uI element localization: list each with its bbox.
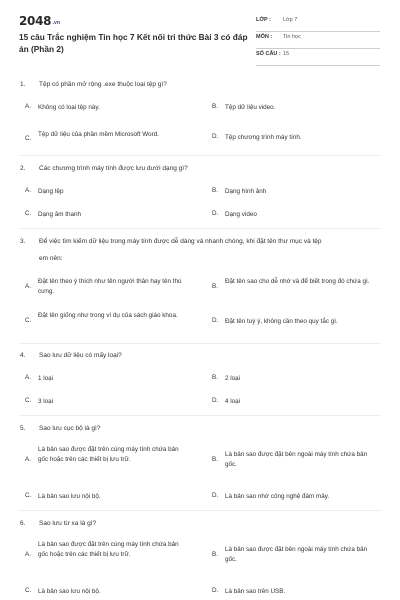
question-text: Sao lưu cục bộ là gì? [39, 425, 101, 432]
question-text: Sao lưu từ xa là gì? [39, 520, 97, 527]
option-letter: B. [212, 456, 218, 463]
divider [19, 510, 381, 511]
divider [19, 228, 381, 229]
divider [19, 343, 381, 344]
option-letter: C. [25, 397, 32, 404]
option-letter: C. [25, 135, 32, 142]
logo-text: 2048 [19, 14, 52, 28]
meta-value: Lớp 7 [283, 17, 298, 23]
question-number: 6. [20, 520, 26, 527]
option-text: 4 loại [225, 398, 241, 405]
option-text: 2 loại [225, 375, 241, 382]
option-letter: B. [212, 374, 218, 381]
page-header [0, 0, 400, 62]
question-3 [0, 233, 400, 341]
logo-suffix: .vn [52, 20, 61, 26]
option-letter: D. [212, 587, 219, 594]
question-6 [0, 515, 400, 600]
option-letter: A. [25, 374, 31, 381]
question-number: 4. [20, 352, 26, 359]
option-letter: A. [25, 551, 31, 558]
question-number: 1. [20, 81, 26, 88]
option-letter: D. [212, 397, 219, 404]
meta-label: SỐ CÂU : [256, 51, 281, 57]
question-5 [0, 420, 400, 510]
option-letter: C. [25, 492, 32, 499]
question-number: 3. [20, 238, 26, 245]
option-text: Dạng video [225, 211, 257, 218]
option-text: Dạng âm thanh [38, 211, 82, 218]
option-text: Là bản sao lưu nội bộ. [38, 588, 101, 595]
option-text: Là bản sao được đặt bên ngoài máy tính chứa bản gốc. [225, 546, 368, 563]
option-letter: B. [212, 103, 218, 110]
option-letter: D. [212, 133, 219, 140]
option-letter: C. [25, 317, 32, 324]
option-letter: D. [212, 492, 219, 499]
question-1 [0, 76, 400, 156]
option-letter: D. [212, 317, 219, 324]
option-text: Là bản sao được đặt bên ngoài máy tính chứa bản gốc. [225, 451, 368, 468]
option-text: Tệp dữ liệu của phần mềm Microsoft Word. [38, 131, 159, 138]
meta-label: MÔN : [256, 34, 273, 40]
meta-row-subject [256, 32, 380, 49]
divider [19, 415, 381, 416]
question-text: Để việc tìm kiếm dữ liệu trong máy tính được dễ dàng và nhanh chóng, khi đặt tên thư mục và tệp em nên: [39, 238, 322, 262]
meta-row-class [256, 15, 380, 32]
option-letter: B. [212, 551, 218, 558]
option-letter: C. [25, 210, 32, 217]
option-text: 1 loại [38, 375, 54, 382]
question-text: Sao lưu dữ liệu có mấy loại? [39, 352, 122, 359]
option-letter: A. [25, 456, 31, 463]
page-title: 15 câu Trắc nghiệm Tin học 7 Kết nối tri thức Bài 3 có đáp án (Phần 2) [19, 32, 248, 54]
option-text: Đặt tên giống như trong ví dụ của sách giáo khoa. [38, 312, 178, 319]
question-4 [0, 347, 400, 413]
option-letter: A. [25, 103, 31, 110]
option-text: Dạng hình ảnh [225, 188, 267, 195]
option-text: Là bản sao trên USB. [225, 588, 286, 595]
meta-label: LỚP : [256, 17, 271, 23]
option-text: Là bản sao lưu nội bộ. [38, 493, 101, 500]
meta-value: 15 [283, 51, 290, 57]
meta-value: Tin học [283, 34, 301, 40]
option-text: Đặt tên theo ý thích như tên người thân hay tên thú cưng. [38, 278, 182, 295]
question-number: 2. [20, 165, 26, 172]
option-letter: A. [25, 283, 31, 290]
option-text: Tệp chương trình máy tính. [225, 134, 302, 141]
option-letter: D. [212, 210, 219, 217]
option-text: Là bản sao được đặt trên cùng máy tính chứa bản gốc hoặc trên các thiết bị lưu trữ. [38, 446, 179, 463]
document-meta [256, 15, 380, 66]
question-2 [0, 160, 400, 226]
site-logo[interactable] [19, 14, 60, 28]
meta-row-count [256, 49, 380, 66]
question-text: Các chương trình máy tính được lưu dưới dạng gì? [39, 165, 188, 172]
question-text: Tệp có phần mở rộng .exe thuộc loại tệp gì? [39, 81, 167, 88]
option-letter: C. [25, 587, 32, 594]
option-text: Đặt tên sao cho dễ nhớ và để biết trong đó chứa gì. [225, 278, 370, 285]
option-letter: B. [212, 187, 218, 194]
option-text: Dạng tệp [38, 188, 64, 195]
divider [19, 155, 381, 156]
option-text: 3 loại [38, 398, 54, 405]
option-text: Không có loại tệp này. [38, 104, 100, 111]
question-number: 5. [20, 425, 26, 432]
option-letter: B. [212, 283, 218, 290]
option-text: Tệp dữ liệu video. [225, 104, 276, 111]
option-text: Là bản sao nhờ công nghệ đám mây. [225, 493, 330, 500]
option-text: Là bản sao được đặt trên cùng máy tính chứa bản gốc hoặc trên các thiết bị lưu trữ. [38, 541, 179, 558]
option-text: Đặt tên tuỳ ý, không cần theo quy tắc gì. [225, 318, 338, 325]
option-letter: A. [25, 187, 31, 194]
